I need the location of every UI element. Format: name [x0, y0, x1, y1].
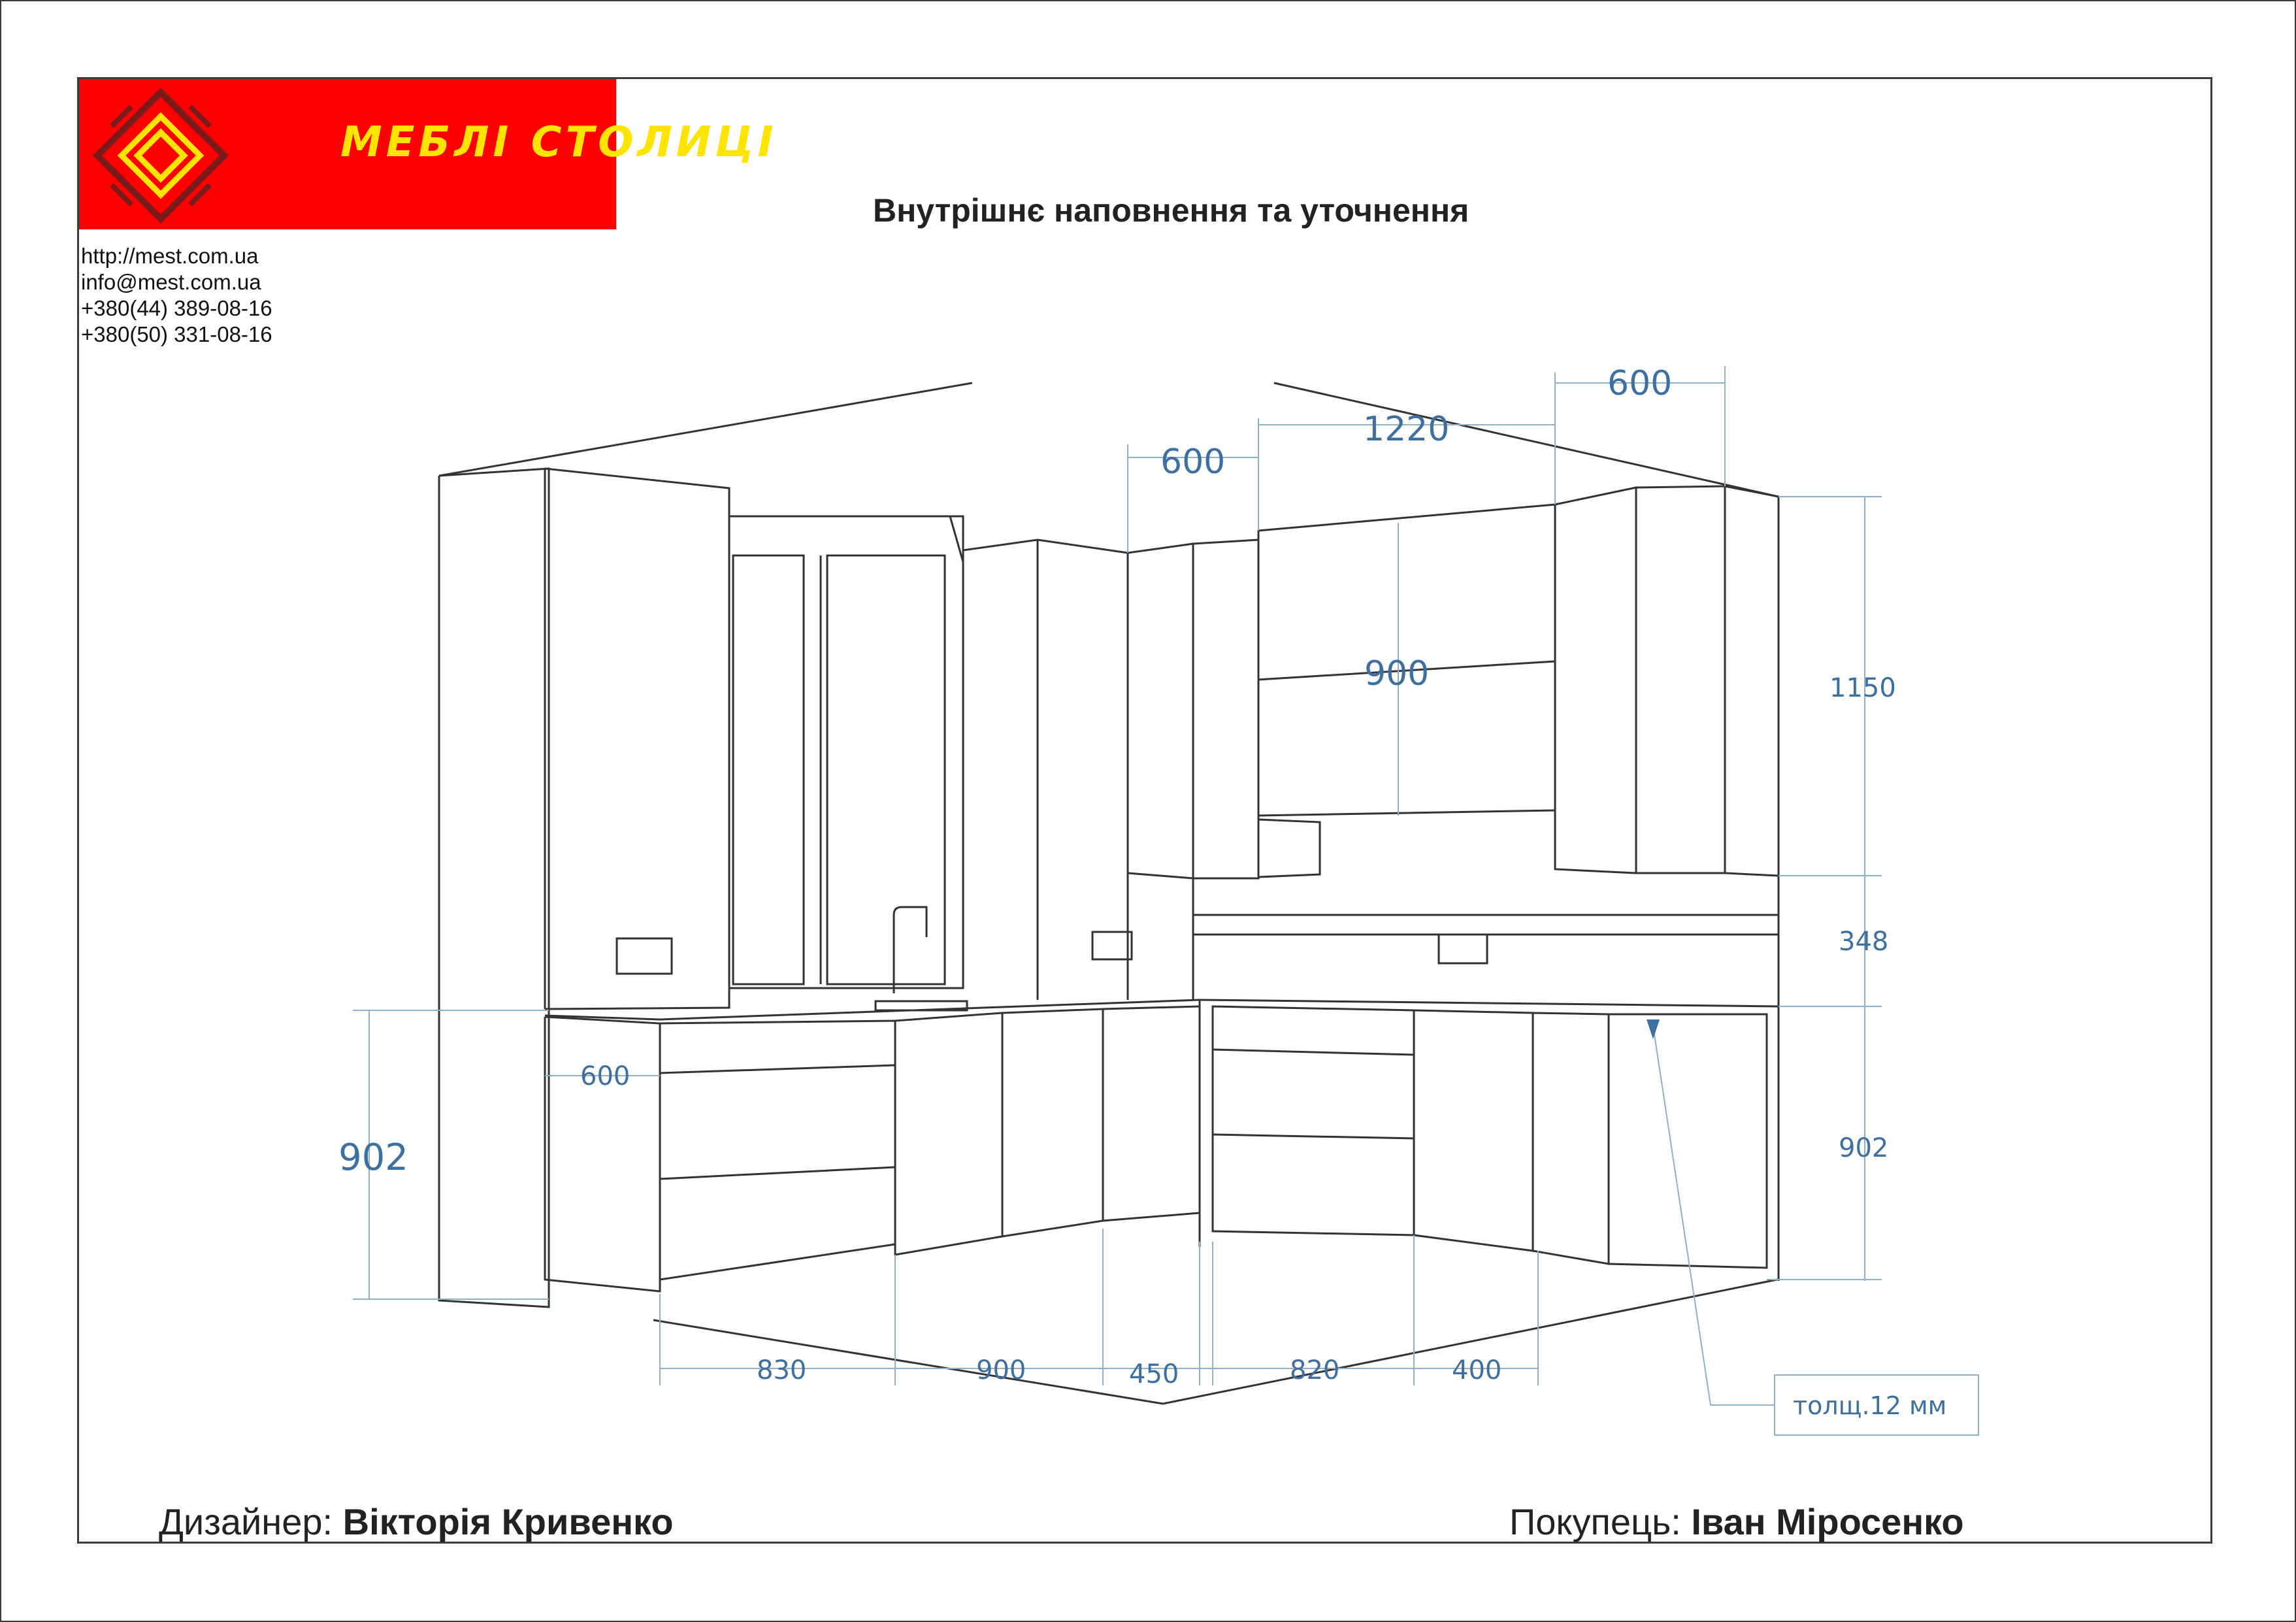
buyer-label: Покупець: — [1509, 1501, 1681, 1542]
dim-base-400: 400 — [1452, 1355, 1502, 1385]
dim-base-830: 830 — [757, 1355, 807, 1385]
designer-credit — [159, 1500, 674, 1543]
buyer-name: Іван Міросенко — [1691, 1501, 1964, 1542]
website-link[interactable]: http://mest.com.ua — [81, 244, 259, 268]
page-title: Внутрішнє наповнення та уточнення — [873, 192, 1469, 229]
dimension-lines — [353, 366, 1882, 1405]
dim-upper-mid-width: 1220 — [1363, 410, 1450, 449]
phone-1: +380(44) 389-08-16 — [81, 296, 272, 320]
callout-text: толщ.12 мм — [1793, 1391, 1947, 1420]
dimension-labels — [338, 364, 1946, 1420]
designer-label: Дизайнер: — [159, 1501, 333, 1542]
wall-sockets — [617, 932, 1487, 974]
buyer-credit — [1509, 1500, 1964, 1543]
dim-upper-right-width: 600 — [1607, 364, 1673, 403]
room-outline — [439, 383, 1779, 1404]
upper-cabinets — [1128, 486, 1779, 935]
email-link[interactable]: info@mest.com.ua — [81, 270, 261, 294]
dim-hood-height: 900 — [1364, 654, 1430, 693]
designer-name: Вікторія Кривенко — [342, 1501, 674, 1542]
dim-base-height-left: 902 — [338, 1136, 408, 1179]
dim-base-900: 900 — [976, 1355, 1026, 1385]
dim-tall-depth: 600 — [580, 1061, 631, 1091]
dim-upper-height: 1150 — [1829, 673, 1896, 703]
dim-base-height-right: 902 — [1839, 1133, 1889, 1163]
callout-arrow-icon — [1647, 1019, 1660, 1039]
phone-2: +380(50) 331-08-16 — [81, 322, 272, 346]
dim-upper-left-width: 600 — [1160, 442, 1226, 482]
brand-name: МЕБЛІ СТОЛИЦІ — [340, 118, 778, 167]
dim-base-450: 450 — [1129, 1359, 1179, 1389]
dim-base-820: 820 — [1290, 1355, 1340, 1385]
dim-backsplash-height: 348 — [1839, 927, 1889, 957]
